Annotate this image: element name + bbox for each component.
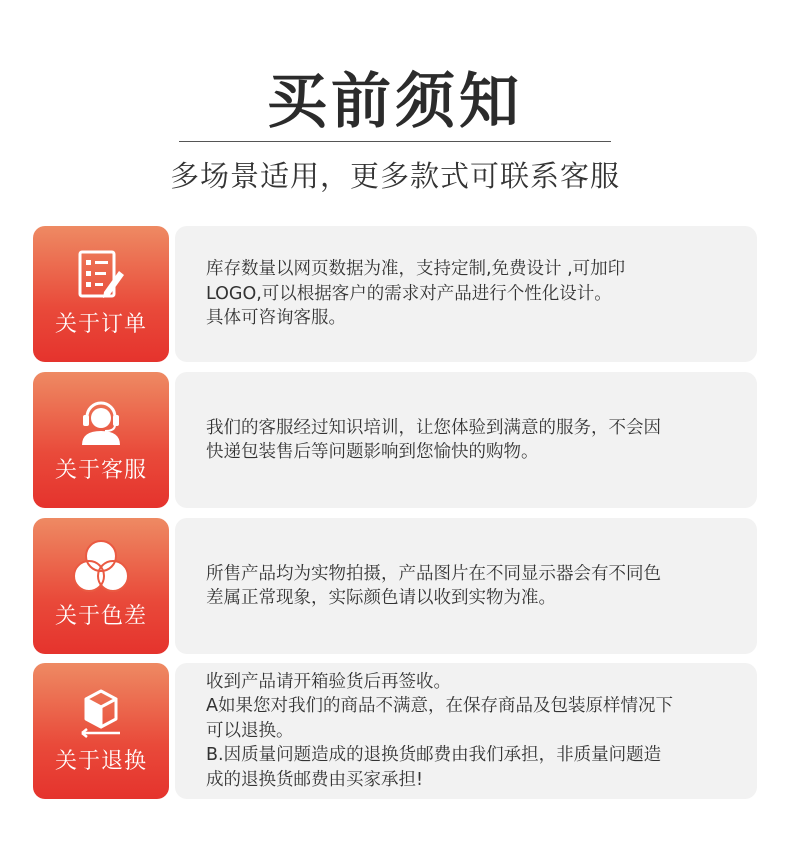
text-line: 所售产品均为实物拍摄，产品图片在不同显示器会有不同色 — [206, 563, 661, 584]
return-info-box — [175, 663, 757, 799]
info-row-order — [33, 226, 757, 362]
text-line: 收到产品请开箱验货后再签收。 — [206, 671, 451, 692]
text-line: 具体可咨询客服。 — [206, 308, 346, 329]
color-badge-label: 关于色差 — [54, 604, 147, 629]
service-badge-label: 关于客服 — [54, 458, 147, 483]
color-badge — [33, 518, 169, 654]
text-line: 差属正常现象，实际颜色请以收到实物为准。 — [206, 588, 556, 608]
page-title: 买前须知 — [267, 67, 523, 137]
order-list-icon — [33, 244, 169, 306]
color-circles-icon — [33, 536, 169, 598]
order-info-box — [175, 226, 757, 362]
page-subtitle: 多场景适用，更多款式可联系客服 — [169, 159, 620, 193]
text-line: 成的退换货邮费由买家承担! — [206, 769, 424, 790]
return-info-text — [175, 670, 693, 793]
info-row-color — [33, 518, 757, 654]
return-box-icon — [33, 681, 169, 743]
info-row-return — [33, 663, 757, 799]
text-line: B.因质量问题造成的退换货邮费由我们承担，非质量问题造 — [206, 745, 662, 766]
text-line: 可以退换。 — [206, 720, 294, 741]
text-line: A如果您对我们的商品不满意，在保存商品及包装原样情况下 — [206, 696, 673, 717]
order-badge-label: 关于订单 — [54, 312, 147, 337]
text-line: 快递包装售后等问题影响到您愉快的购物。 — [206, 442, 539, 462]
title-divider — [179, 141, 611, 142]
order-badge — [33, 226, 169, 362]
service-info-text — [175, 416, 681, 465]
return-badge-label: 关于退换 — [54, 749, 147, 774]
text-line: 我们的客服经过知识培训，让您体验到满意的服务，不会因 — [206, 417, 661, 438]
text-line: LOGO,可以根据客户的需求对产品进行个性化设计。 — [206, 283, 612, 304]
service-info-box — [175, 372, 757, 508]
service-badge — [33, 372, 169, 508]
text-line: 库存数量以网页数据为准，支持定制,免费设计 ,可加印 — [206, 259, 626, 280]
headset-agent-icon — [33, 390, 169, 452]
color-info-box — [175, 518, 757, 654]
color-info-text — [175, 562, 681, 611]
return-badge — [33, 663, 169, 799]
order-info-text — [175, 257, 645, 331]
info-row-service — [33, 372, 757, 508]
